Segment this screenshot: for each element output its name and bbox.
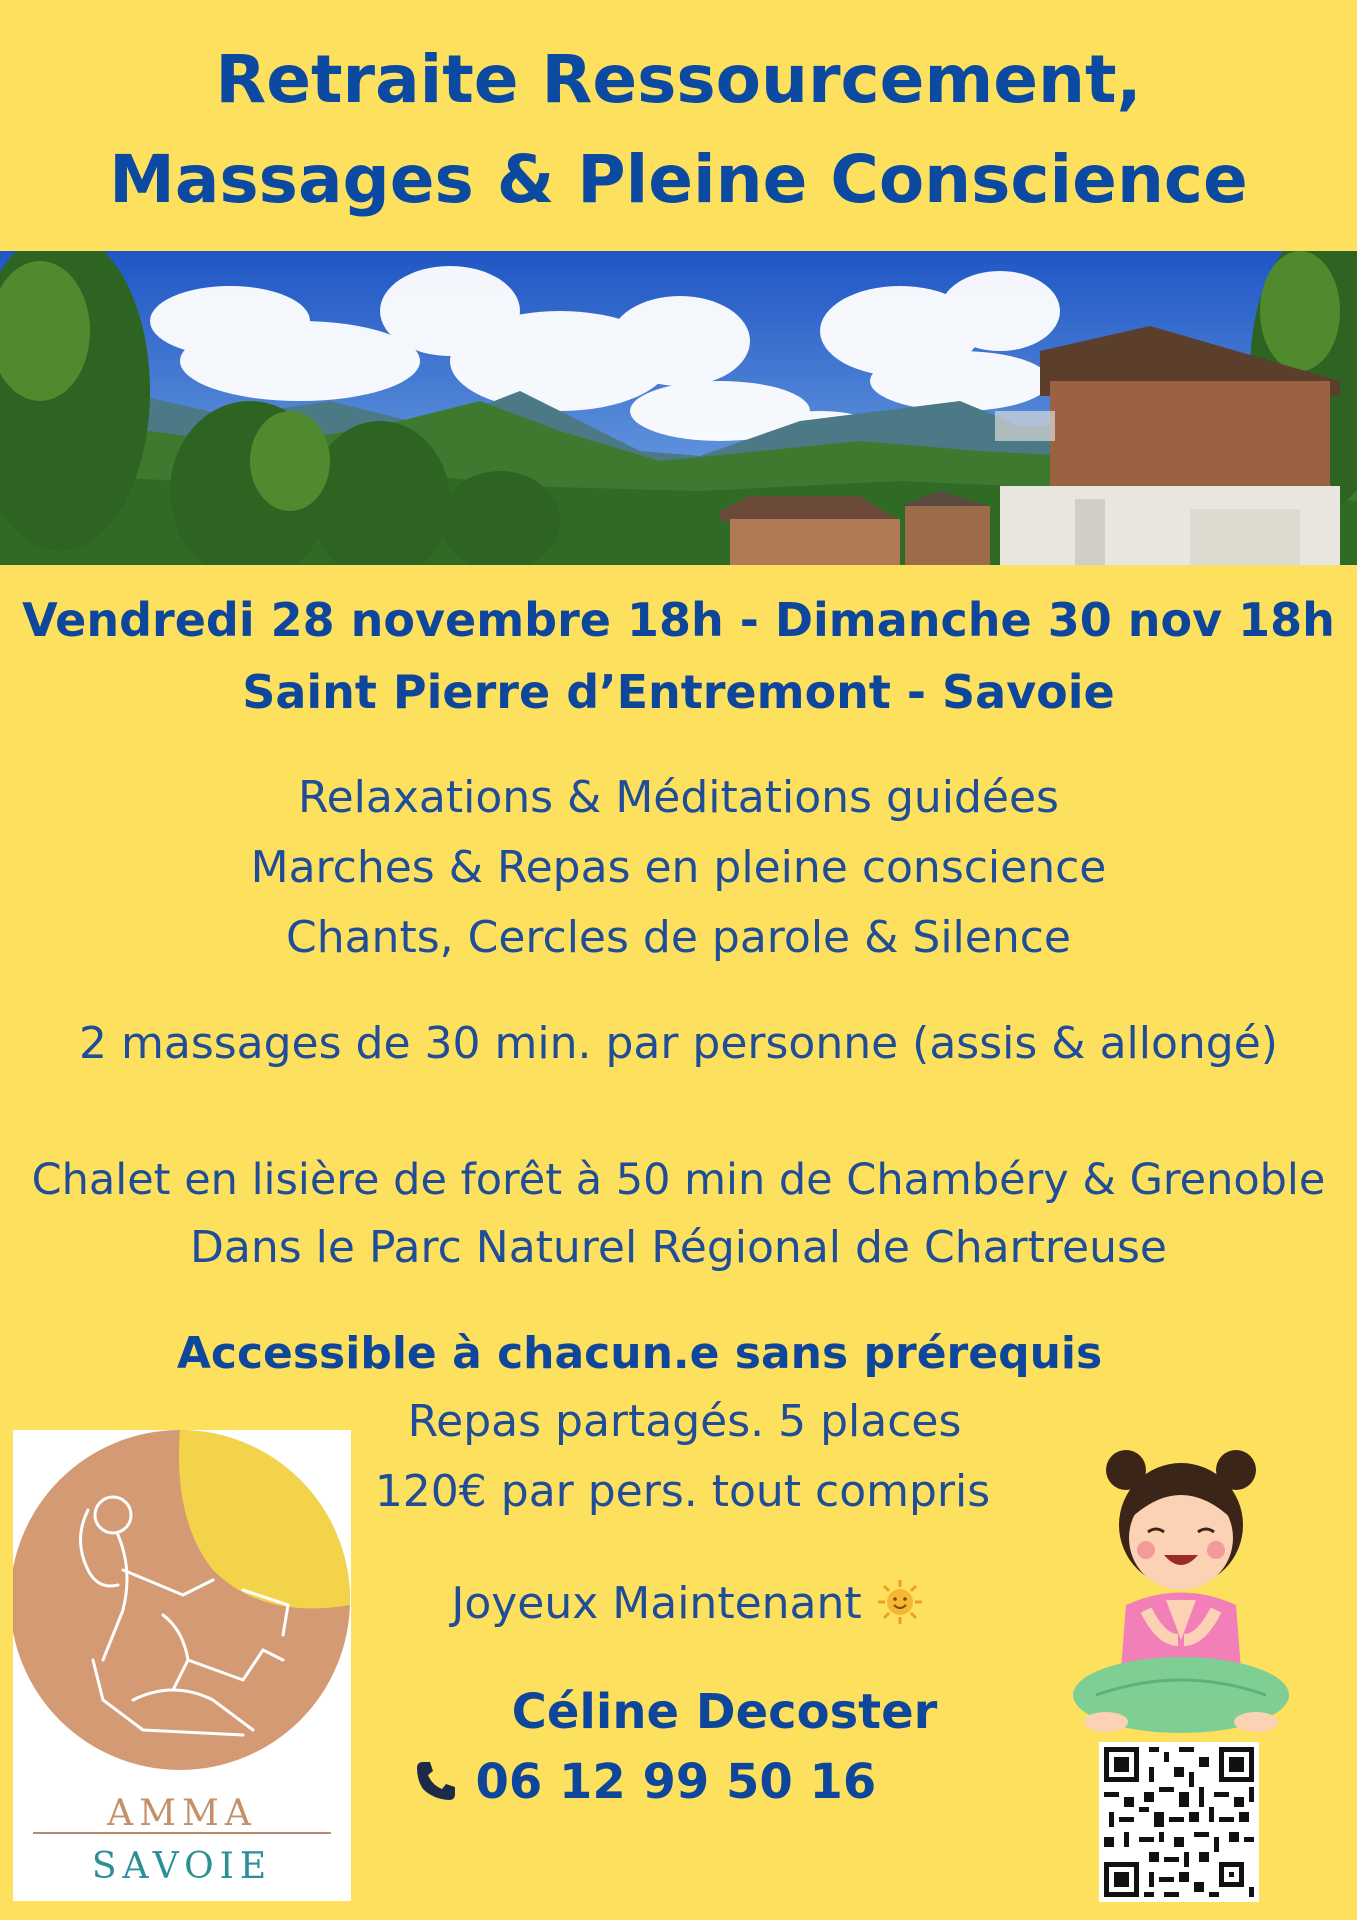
massages-line: 2 massages de 30 min. par personne (assis & allongé) — [79, 1018, 1278, 1069]
price-line: 120€ par pers. tout compris — [374, 1466, 991, 1517]
meditating-girl-illustration — [1066, 1440, 1296, 1740]
sun-smiley-icon — [876, 1578, 924, 1626]
venue-line: Dans le Parc Naturel Régional de Chartreuse — [190, 1222, 1167, 1273]
amma-savoie-logo — [13, 1430, 351, 1901]
venue-line: Chalet en lisière de forêt à 50 min de Chambéry & Grenoble — [31, 1155, 1326, 1205]
activity-line: Relaxations & Méditations guidées — [298, 772, 1059, 823]
landscape-photo — [0, 251, 1357, 565]
phone-number: 06 12 99 50 16 — [475, 1754, 877, 1810]
logo-text-savoie: SAVOIE — [91, 1846, 273, 1887]
event-location: Saint Pierre d’Entremont - Savoie — [242, 665, 1115, 719]
motto-text: Joyeux Maintenant — [451, 1578, 862, 1629]
title-line-1: Retraite Ressourcement, — [215, 41, 1142, 118]
title-line-2: Massages & Pleine Conscience — [109, 141, 1248, 218]
activity-line: Chants, Cercles de parole & Silence — [285, 912, 1072, 963]
access-headline: Accessible à chacun.e sans prérequis — [176, 1328, 1103, 1379]
phone-icon — [413, 1758, 459, 1804]
activity-line: Marches & Repas en pleine conscience — [250, 842, 1107, 893]
logo-text-amma: AMMA — [107, 1793, 257, 1834]
contact-name: Céline Decoster — [511, 1684, 938, 1740]
qr-code[interactable] — [1099, 1742, 1259, 1902]
event-dates: Vendredi 28 novembre 18h - Dimanche 30 nov 18h — [22, 593, 1335, 647]
meals-line: Repas partagés. 5 places — [407, 1396, 962, 1447]
